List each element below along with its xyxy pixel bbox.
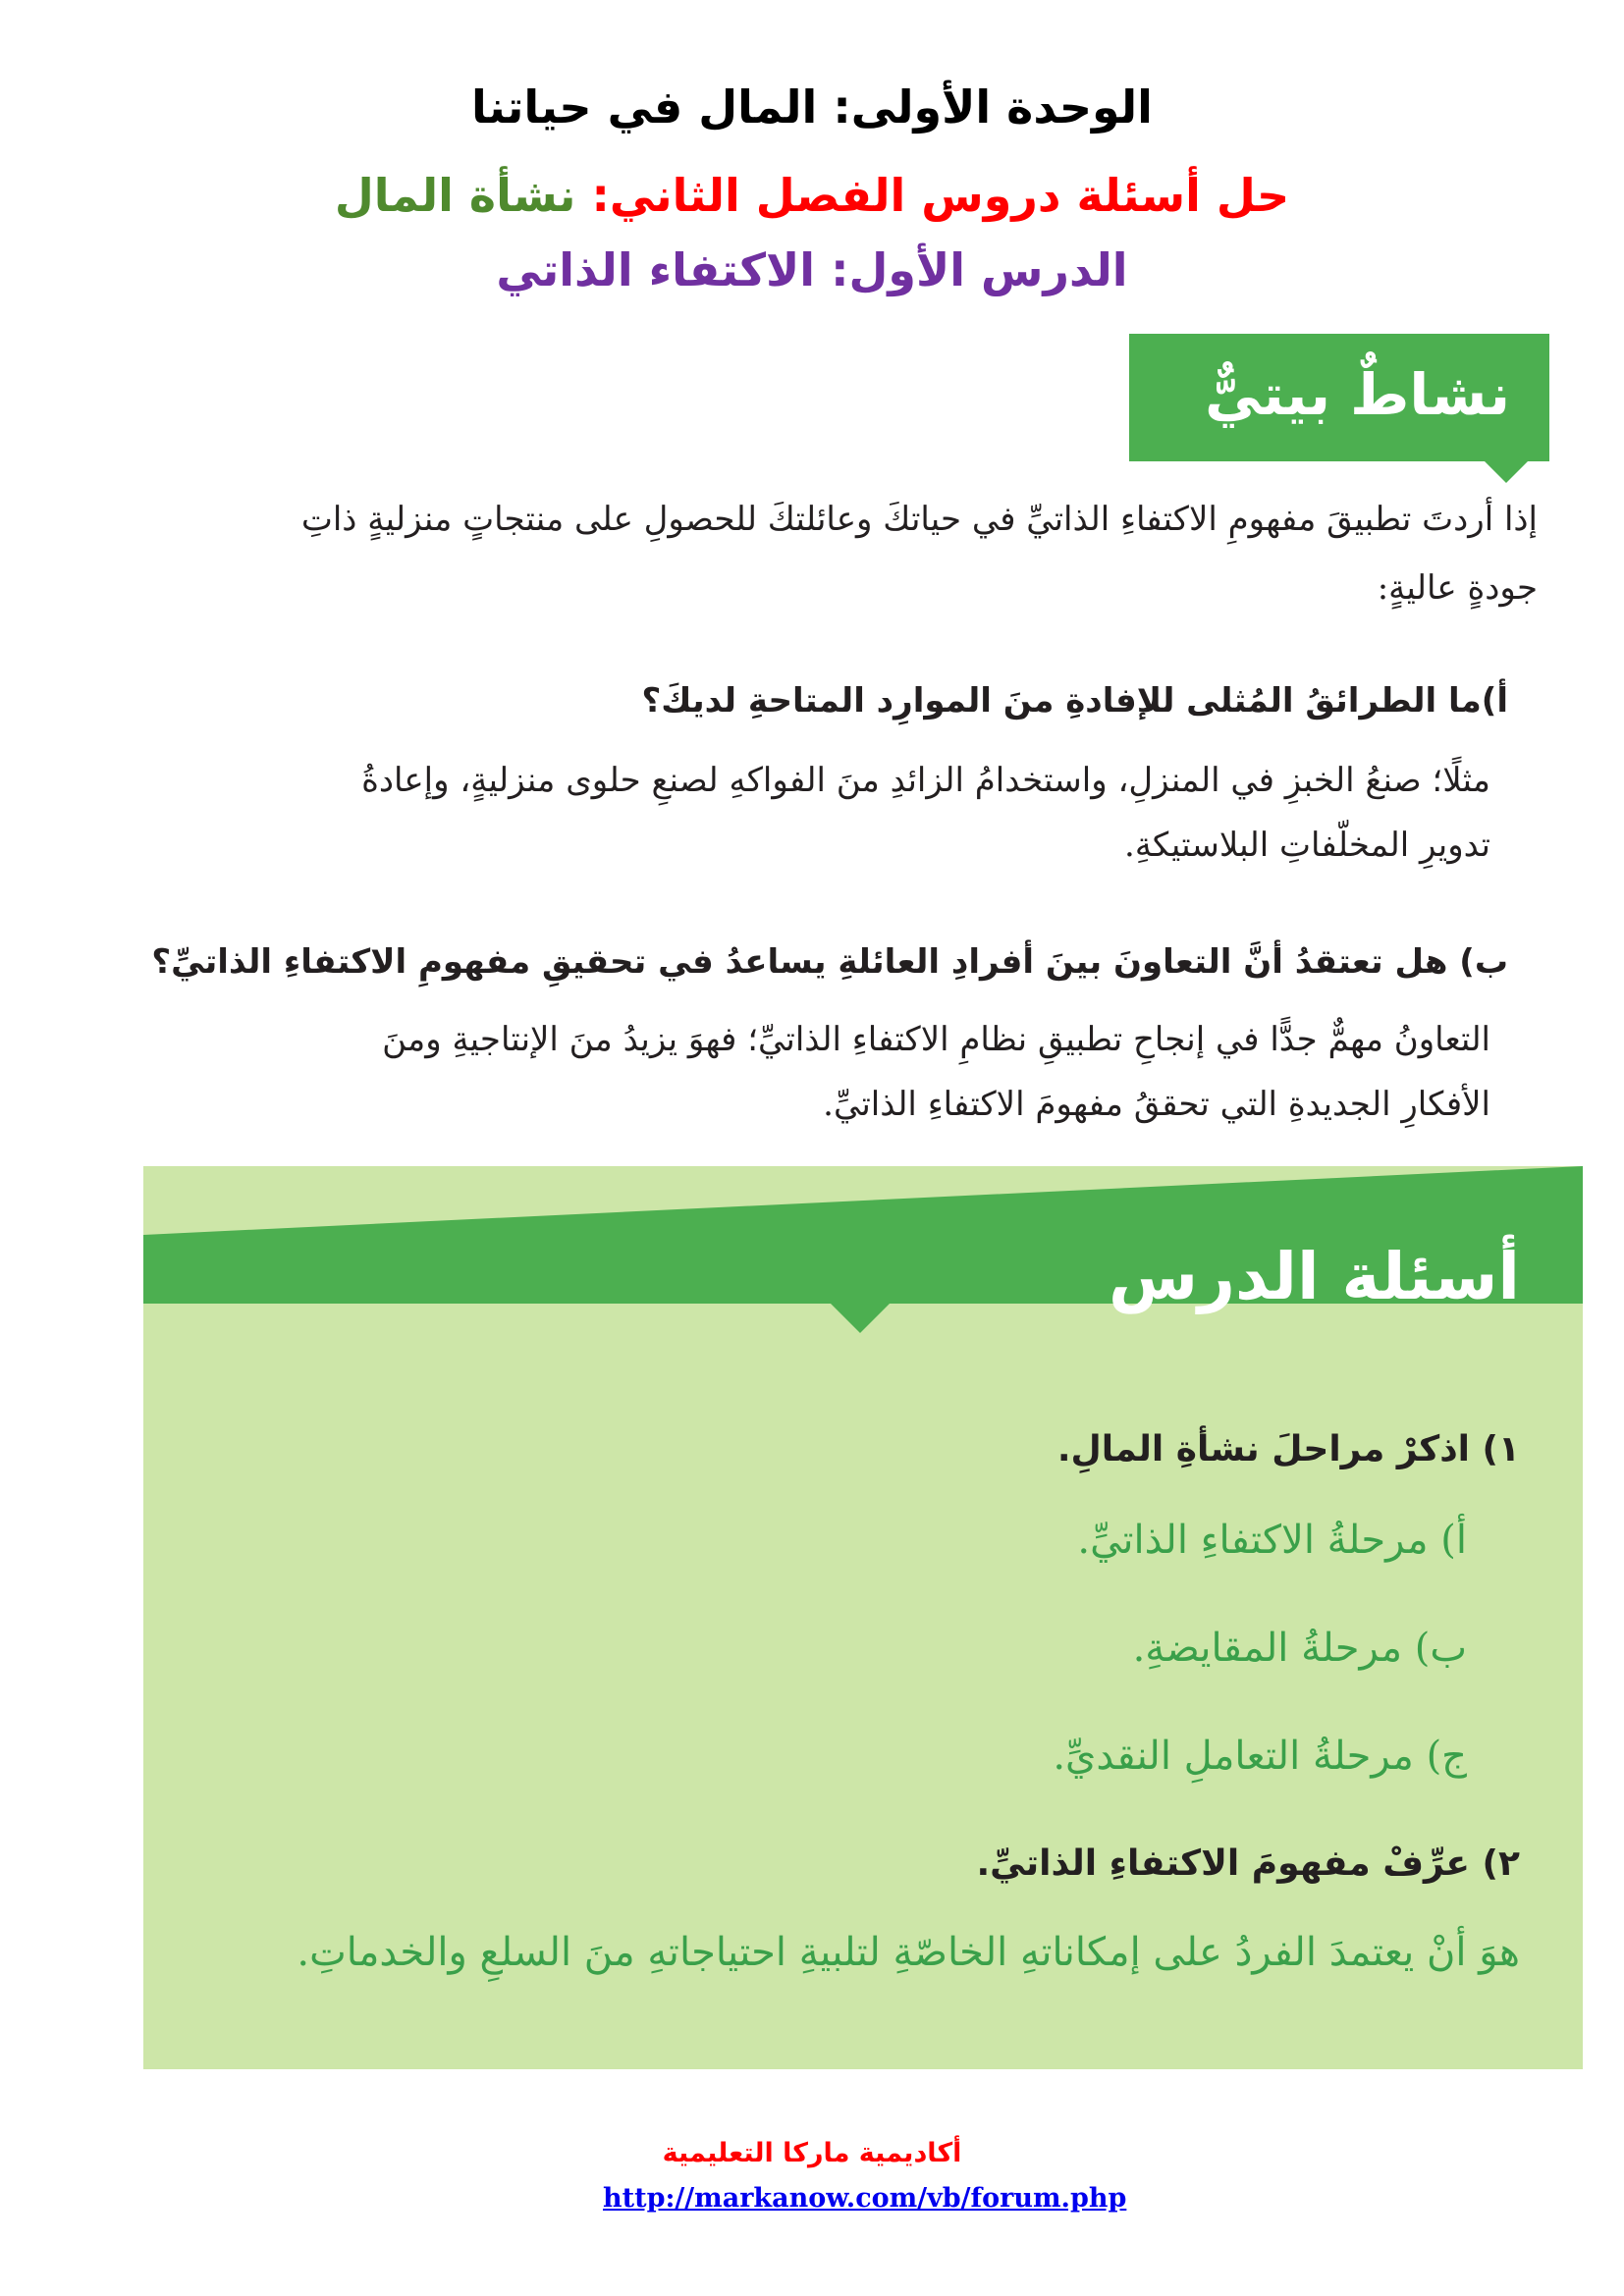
activity-question-a: أ)ما الطرائقُ المُثلى للإفادةِ منَ الموارِد المتاحةِ لديكَ؟	[641, 681, 1508, 721]
activity-question-b: ب) هل تعتقدُ أنَّ التعاونَ بينَ أفرادِ العائلةِ يساعدُ في تحقيقِ مفهومِ الاكتفاءِ الذاتيِّ؟	[151, 942, 1508, 982]
chapter-prefix: حل أسئلة دروس الفصل الثاني:	[591, 169, 1290, 222]
activity-intro-line-2: جودةٍ عاليةٍ:	[1377, 568, 1538, 608]
lesson-question-2: ٢) عرِّفْ مفهومَ الاكتفاءِ الذاتيِّ.	[976, 1843, 1520, 1884]
banner-pointer-icon	[1485, 461, 1528, 483]
lesson-answer-1b: ب) مرحلةُ المقايضةِ.	[1132, 1626, 1467, 1671]
activity-answer-b-line-1: التعاونُ مهمٌّ جدًّا في إنجاحِ تطبيقِ نظامِ الاكتفاءِ الذاتيِّ؛ فهوَ يزيدُ منَ الإنتاجيةِ ومنَ	[382, 1020, 1490, 1059]
chapter-title	[0, 169, 1624, 222]
lesson-answer-2: هوَ أنْ يعتمدَ الفردُ على إمكاناتهِ الخاصّةِ لتلبيةِ احتياجاتهِ منَ السلعِ والخدماتِ.	[297, 1930, 1520, 1975]
activity-answer-b-line-2: الأفكارِ الجديدةِ التي تحققُ مفهومَ الاكتفاءِ الذاتيِّ.	[823, 1085, 1490, 1124]
chapter-name: نشأة المال	[334, 169, 576, 222]
activity-answer-a-line-2: تدويرِ المخلّفاتِ البلاستيكةِ.	[1124, 826, 1490, 865]
academy-name: أكاديمية ماركا التعليمية	[662, 2138, 962, 2168]
activity-answer-a	[96, 748, 1490, 878]
lesson-question-1: ١) اذكرْ مراحلَ نشأةِ المالِ.	[1056, 1429, 1520, 1469]
unit-title: الوحدة الأولى: المال في حياتنا	[471, 80, 1153, 133]
activity-intro	[65, 485, 1538, 622]
activity-answer-a-line-1: مثلًا؛ صنعُ الخبزِ في المنزلِ، واستخدامُ الزائدِ منَ الفواكهِ لصنعِ حلوى منزليةٍ، وإعادةُ	[361, 761, 1490, 800]
lesson-answer-1c: ج) مرحلةُ التعاملِ النقديِّ.	[1053, 1734, 1467, 1779]
activity-intro-line-1: إذا أردتَ تطبيقَ مفهومِ الاكتفاءِ الذاتيِّ في حياتكَ وعائلتكَ للحصولِ على منتجاتٍ منزليةٍ ذاتِ	[300, 500, 1538, 539]
home-activity-label: نشاطٌ بيتيٌّ	[1205, 361, 1510, 428]
lesson-title: الدرس الأول: الاكتفاء الذاتي	[496, 243, 1128, 296]
lesson-answer-1a: أ) مرحلةُ الاكتفاءِ الذاتيِّ.	[1077, 1518, 1467, 1563]
home-activity-banner	[1129, 334, 1549, 461]
activity-answer-b	[96, 1007, 1490, 1137]
lesson-questions-title: أسئلة الدرس	[1108, 1239, 1520, 1314]
forum-link[interactable]: http://markanow.com/vb/forum.php	[603, 2183, 1127, 2214]
